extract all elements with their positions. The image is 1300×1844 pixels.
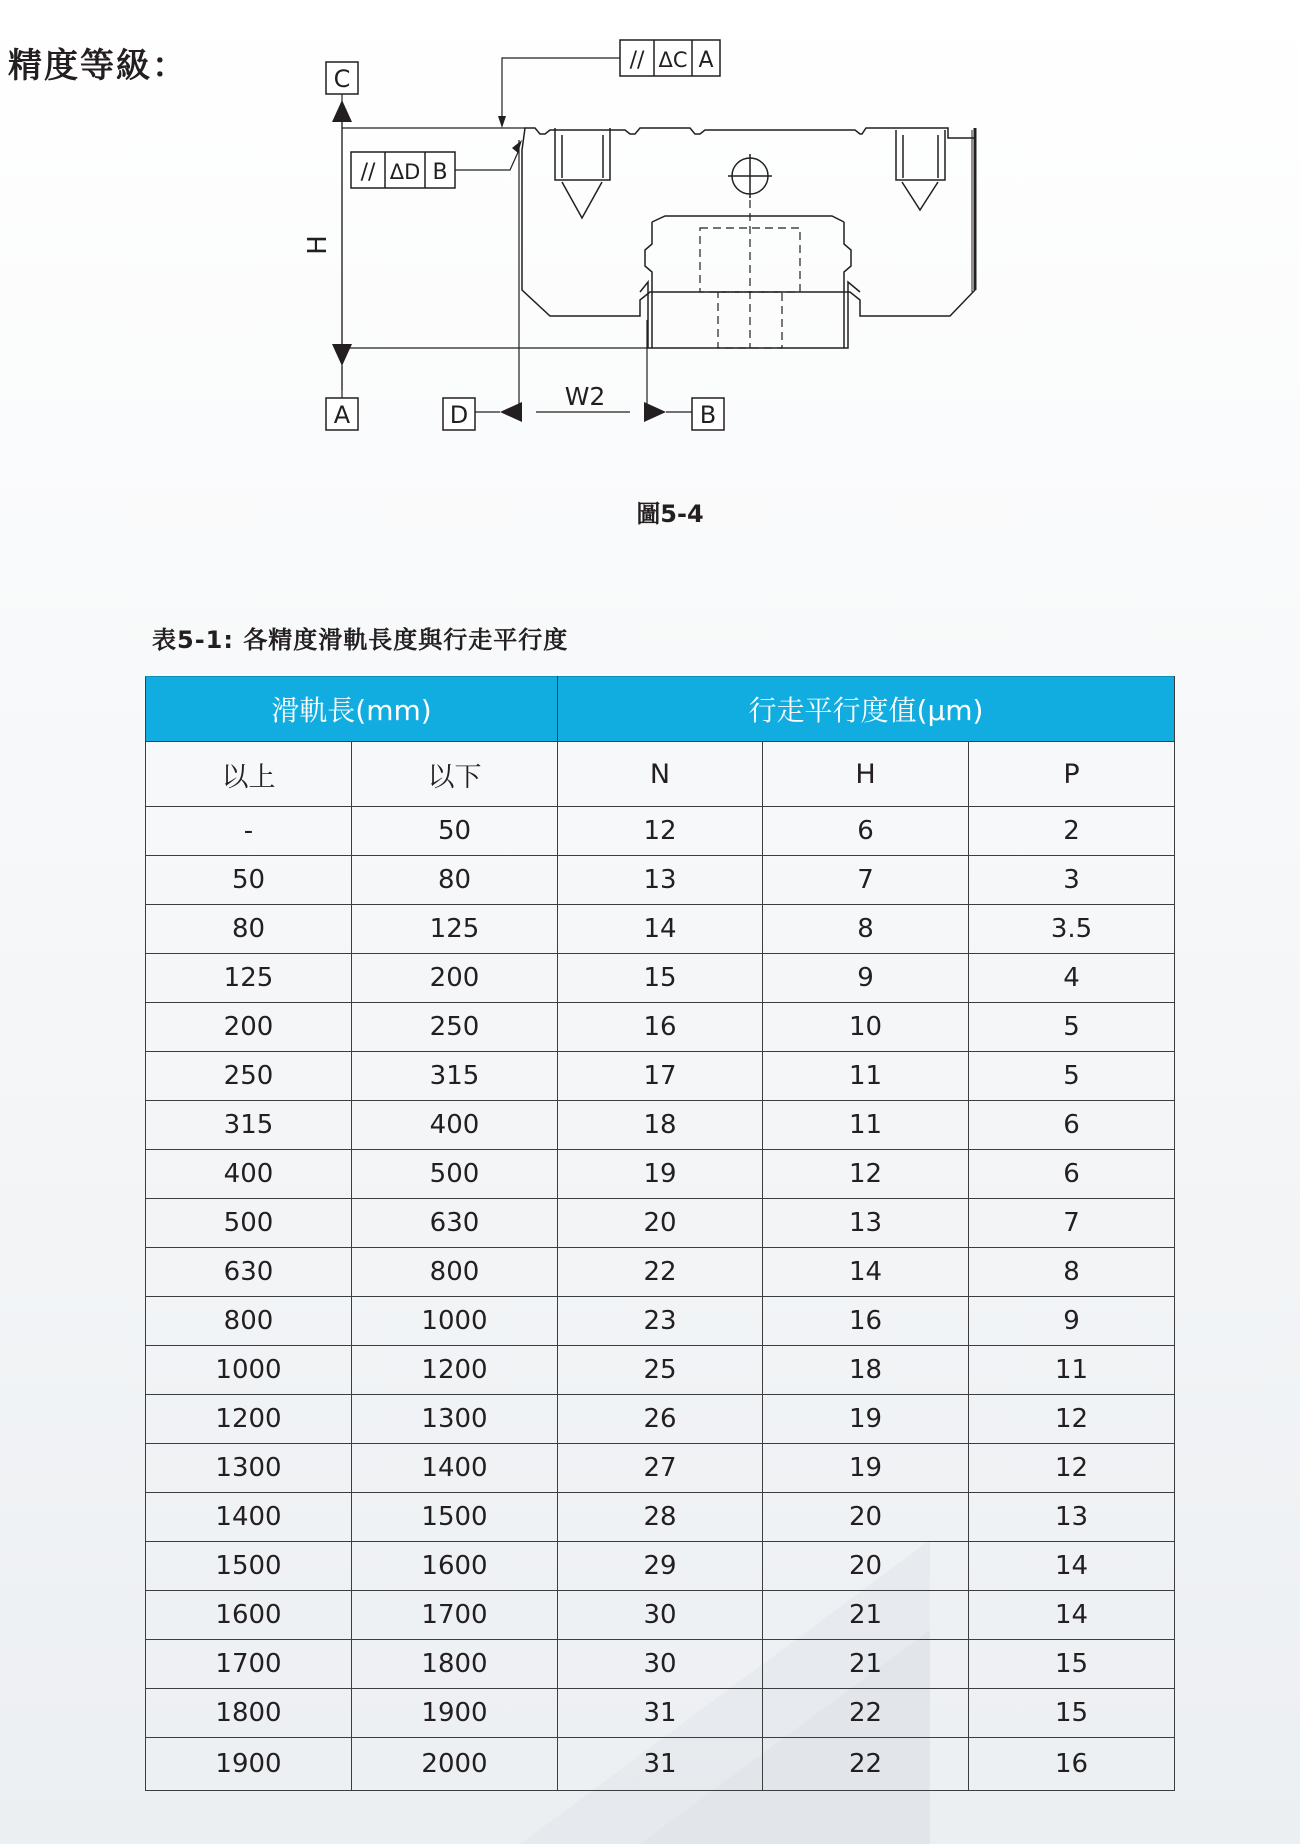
- cell-n: 31: [558, 1689, 763, 1738]
- cell-below: 50: [352, 807, 558, 856]
- cell-above: 125: [146, 954, 352, 1003]
- parallelism-table: [145, 676, 1175, 1791]
- table-row: [146, 1052, 1175, 1101]
- table-row: [146, 1738, 1175, 1791]
- table-row: [146, 1297, 1175, 1346]
- cell-below: 1700: [352, 1591, 558, 1640]
- header-rail-length: 滑軌長(mm): [146, 677, 558, 742]
- table-row: [146, 1003, 1175, 1052]
- section-title: 精度等級：: [8, 46, 188, 86]
- cell-below: 315: [352, 1052, 558, 1101]
- cell-p: 6: [969, 1101, 1175, 1150]
- dim-h-label: H: [303, 235, 333, 255]
- cell-p: 3: [969, 856, 1175, 905]
- fcf-top-symbol: //: [629, 48, 645, 73]
- cell-above: 1600: [146, 1591, 352, 1640]
- cell-n: 30: [558, 1591, 763, 1640]
- cell-n: 22: [558, 1248, 763, 1297]
- cell-p: 12: [969, 1395, 1175, 1444]
- cell-n: 23: [558, 1297, 763, 1346]
- cell-h: 22: [763, 1738, 969, 1791]
- cell-below: 400: [352, 1101, 558, 1150]
- cell-above: 200: [146, 1003, 352, 1052]
- table-column-header-row: [146, 742, 1175, 807]
- cell-above: 1200: [146, 1395, 352, 1444]
- cell-h: 7: [763, 856, 969, 905]
- datum-b-label: B: [699, 401, 717, 429]
- dim-w2-label: W2: [564, 382, 606, 411]
- cell-n: 14: [558, 905, 763, 954]
- cell-n: 28: [558, 1493, 763, 1542]
- cell-h: 19: [763, 1395, 969, 1444]
- rail-block-diagram: [303, 38, 1010, 438]
- table-body: [146, 807, 1175, 1791]
- cell-n: 26: [558, 1395, 763, 1444]
- cell-h: 20: [763, 1542, 969, 1591]
- cell-above: 1700: [146, 1640, 352, 1689]
- col-header-above: 以上: [146, 742, 352, 807]
- fcf-top-tolerance: ΔC: [658, 48, 688, 72]
- cell-h: 11: [763, 1052, 969, 1101]
- table-row: [146, 1395, 1175, 1444]
- cell-p: 2: [969, 807, 1175, 856]
- cell-h: 9: [763, 954, 969, 1003]
- cell-above: 1300: [146, 1444, 352, 1493]
- cell-n: 18: [558, 1101, 763, 1150]
- cell-n: 27: [558, 1444, 763, 1493]
- header-parallelism: 行走平行度值(μm): [558, 677, 1175, 742]
- cell-above: 1400: [146, 1493, 352, 1542]
- datum-d-label: D: [449, 401, 469, 429]
- cell-p: 3.5: [969, 905, 1175, 954]
- cell-n: 15: [558, 954, 763, 1003]
- fcf-top-datum: A: [698, 48, 714, 73]
- cell-above: 630: [146, 1248, 352, 1297]
- cell-n: 25: [558, 1346, 763, 1395]
- cell-below: 1800: [352, 1640, 558, 1689]
- col-header-p: P: [969, 742, 1175, 807]
- cell-above: 500: [146, 1199, 352, 1248]
- cell-below: 1300: [352, 1395, 558, 1444]
- col-header-h: H: [763, 742, 969, 807]
- cell-h: 21: [763, 1640, 969, 1689]
- cell-below: 800: [352, 1248, 558, 1297]
- cell-below: 1000: [352, 1297, 558, 1346]
- cell-above: 1900: [146, 1738, 352, 1791]
- table-row: [146, 1199, 1175, 1248]
- table-caption: 表5-1: 各精度滑軌長度與行走平行度: [152, 626, 569, 654]
- cell-n: 17: [558, 1052, 763, 1101]
- cell-p: 13: [969, 1493, 1175, 1542]
- fcf-side-tolerance: ΔD: [389, 160, 421, 184]
- cell-above: 1800: [146, 1689, 352, 1738]
- cell-below: 1500: [352, 1493, 558, 1542]
- cell-above: 80: [146, 905, 352, 954]
- fcf-side-datum: B: [432, 160, 448, 185]
- cell-p: 15: [969, 1689, 1175, 1738]
- cell-n: 12: [558, 807, 763, 856]
- cell-below: 500: [352, 1150, 558, 1199]
- cell-n: 29: [558, 1542, 763, 1591]
- cell-below: 250: [352, 1003, 558, 1052]
- fcf-side-symbol: //: [360, 160, 376, 185]
- cell-n: 31: [558, 1738, 763, 1791]
- cell-n: 16: [558, 1003, 763, 1052]
- cell-above: 50: [146, 856, 352, 905]
- table-row: [146, 954, 1175, 1003]
- cell-p: 8: [969, 1248, 1175, 1297]
- cell-h: 22: [763, 1689, 969, 1738]
- cell-below: 1600: [352, 1542, 558, 1591]
- cell-h: 16: [763, 1297, 969, 1346]
- table-row: [146, 1493, 1175, 1542]
- figure-caption: 圖5-4: [636, 500, 704, 528]
- cell-p: 5: [969, 1003, 1175, 1052]
- cell-n: 13: [558, 856, 763, 905]
- col-header-below: 以下: [352, 742, 558, 807]
- cell-below: 80: [352, 856, 558, 905]
- cell-h: 8: [763, 905, 969, 954]
- col-header-n: N: [558, 742, 763, 807]
- cell-p: 14: [969, 1591, 1175, 1640]
- cell-h: 18: [763, 1346, 969, 1395]
- cell-p: 4: [969, 954, 1175, 1003]
- cell-below: 125: [352, 905, 558, 954]
- cell-p: 11: [969, 1346, 1175, 1395]
- cell-above: 1000: [146, 1346, 352, 1395]
- table-group-header-row: [146, 677, 1175, 742]
- cell-h: 10: [763, 1003, 969, 1052]
- cell-p: 14: [969, 1542, 1175, 1591]
- cell-below: 630: [352, 1199, 558, 1248]
- cell-p: 16: [969, 1738, 1175, 1791]
- cell-h: 14: [763, 1248, 969, 1297]
- cell-above: 800: [146, 1297, 352, 1346]
- datum-a-label: A: [333, 401, 351, 429]
- table-row: [146, 1689, 1175, 1738]
- table-row: [146, 1591, 1175, 1640]
- cell-above: 1500: [146, 1542, 352, 1591]
- cell-h: 19: [763, 1444, 969, 1493]
- cell-below: 2000: [352, 1738, 558, 1791]
- cell-n: 30: [558, 1640, 763, 1689]
- cell-below: 200: [352, 954, 558, 1003]
- table-row: [146, 1444, 1175, 1493]
- table-row: [146, 905, 1175, 954]
- cell-p: 9: [969, 1297, 1175, 1346]
- cell-above: 315: [146, 1101, 352, 1150]
- cell-p: 6: [969, 1150, 1175, 1199]
- cell-above: 400: [146, 1150, 352, 1199]
- datum-c-label: C: [333, 65, 351, 93]
- table-row: [146, 1150, 1175, 1199]
- cell-above: -: [146, 807, 352, 856]
- cell-below: 1900: [352, 1689, 558, 1738]
- cell-below: 1400: [352, 1444, 558, 1493]
- cell-h: 12: [763, 1150, 969, 1199]
- cell-n: 19: [558, 1150, 763, 1199]
- cell-h: 6: [763, 807, 969, 856]
- table-row: [146, 1248, 1175, 1297]
- cell-h: 21: [763, 1591, 969, 1640]
- table-row: [146, 1542, 1175, 1591]
- cell-h: 11: [763, 1101, 969, 1150]
- cell-p: 5: [969, 1052, 1175, 1101]
- cell-below: 1200: [352, 1346, 558, 1395]
- table-row: [146, 1640, 1175, 1689]
- table-row: [146, 1346, 1175, 1395]
- cell-above: 250: [146, 1052, 352, 1101]
- table-row: [146, 1101, 1175, 1150]
- table-row: [146, 807, 1175, 856]
- cell-h: 13: [763, 1199, 969, 1248]
- cell-p: 15: [969, 1640, 1175, 1689]
- table-row: [146, 856, 1175, 905]
- cell-p: 12: [969, 1444, 1175, 1493]
- cell-p: 7: [969, 1199, 1175, 1248]
- cell-h: 20: [763, 1493, 969, 1542]
- cell-n: 20: [558, 1199, 763, 1248]
